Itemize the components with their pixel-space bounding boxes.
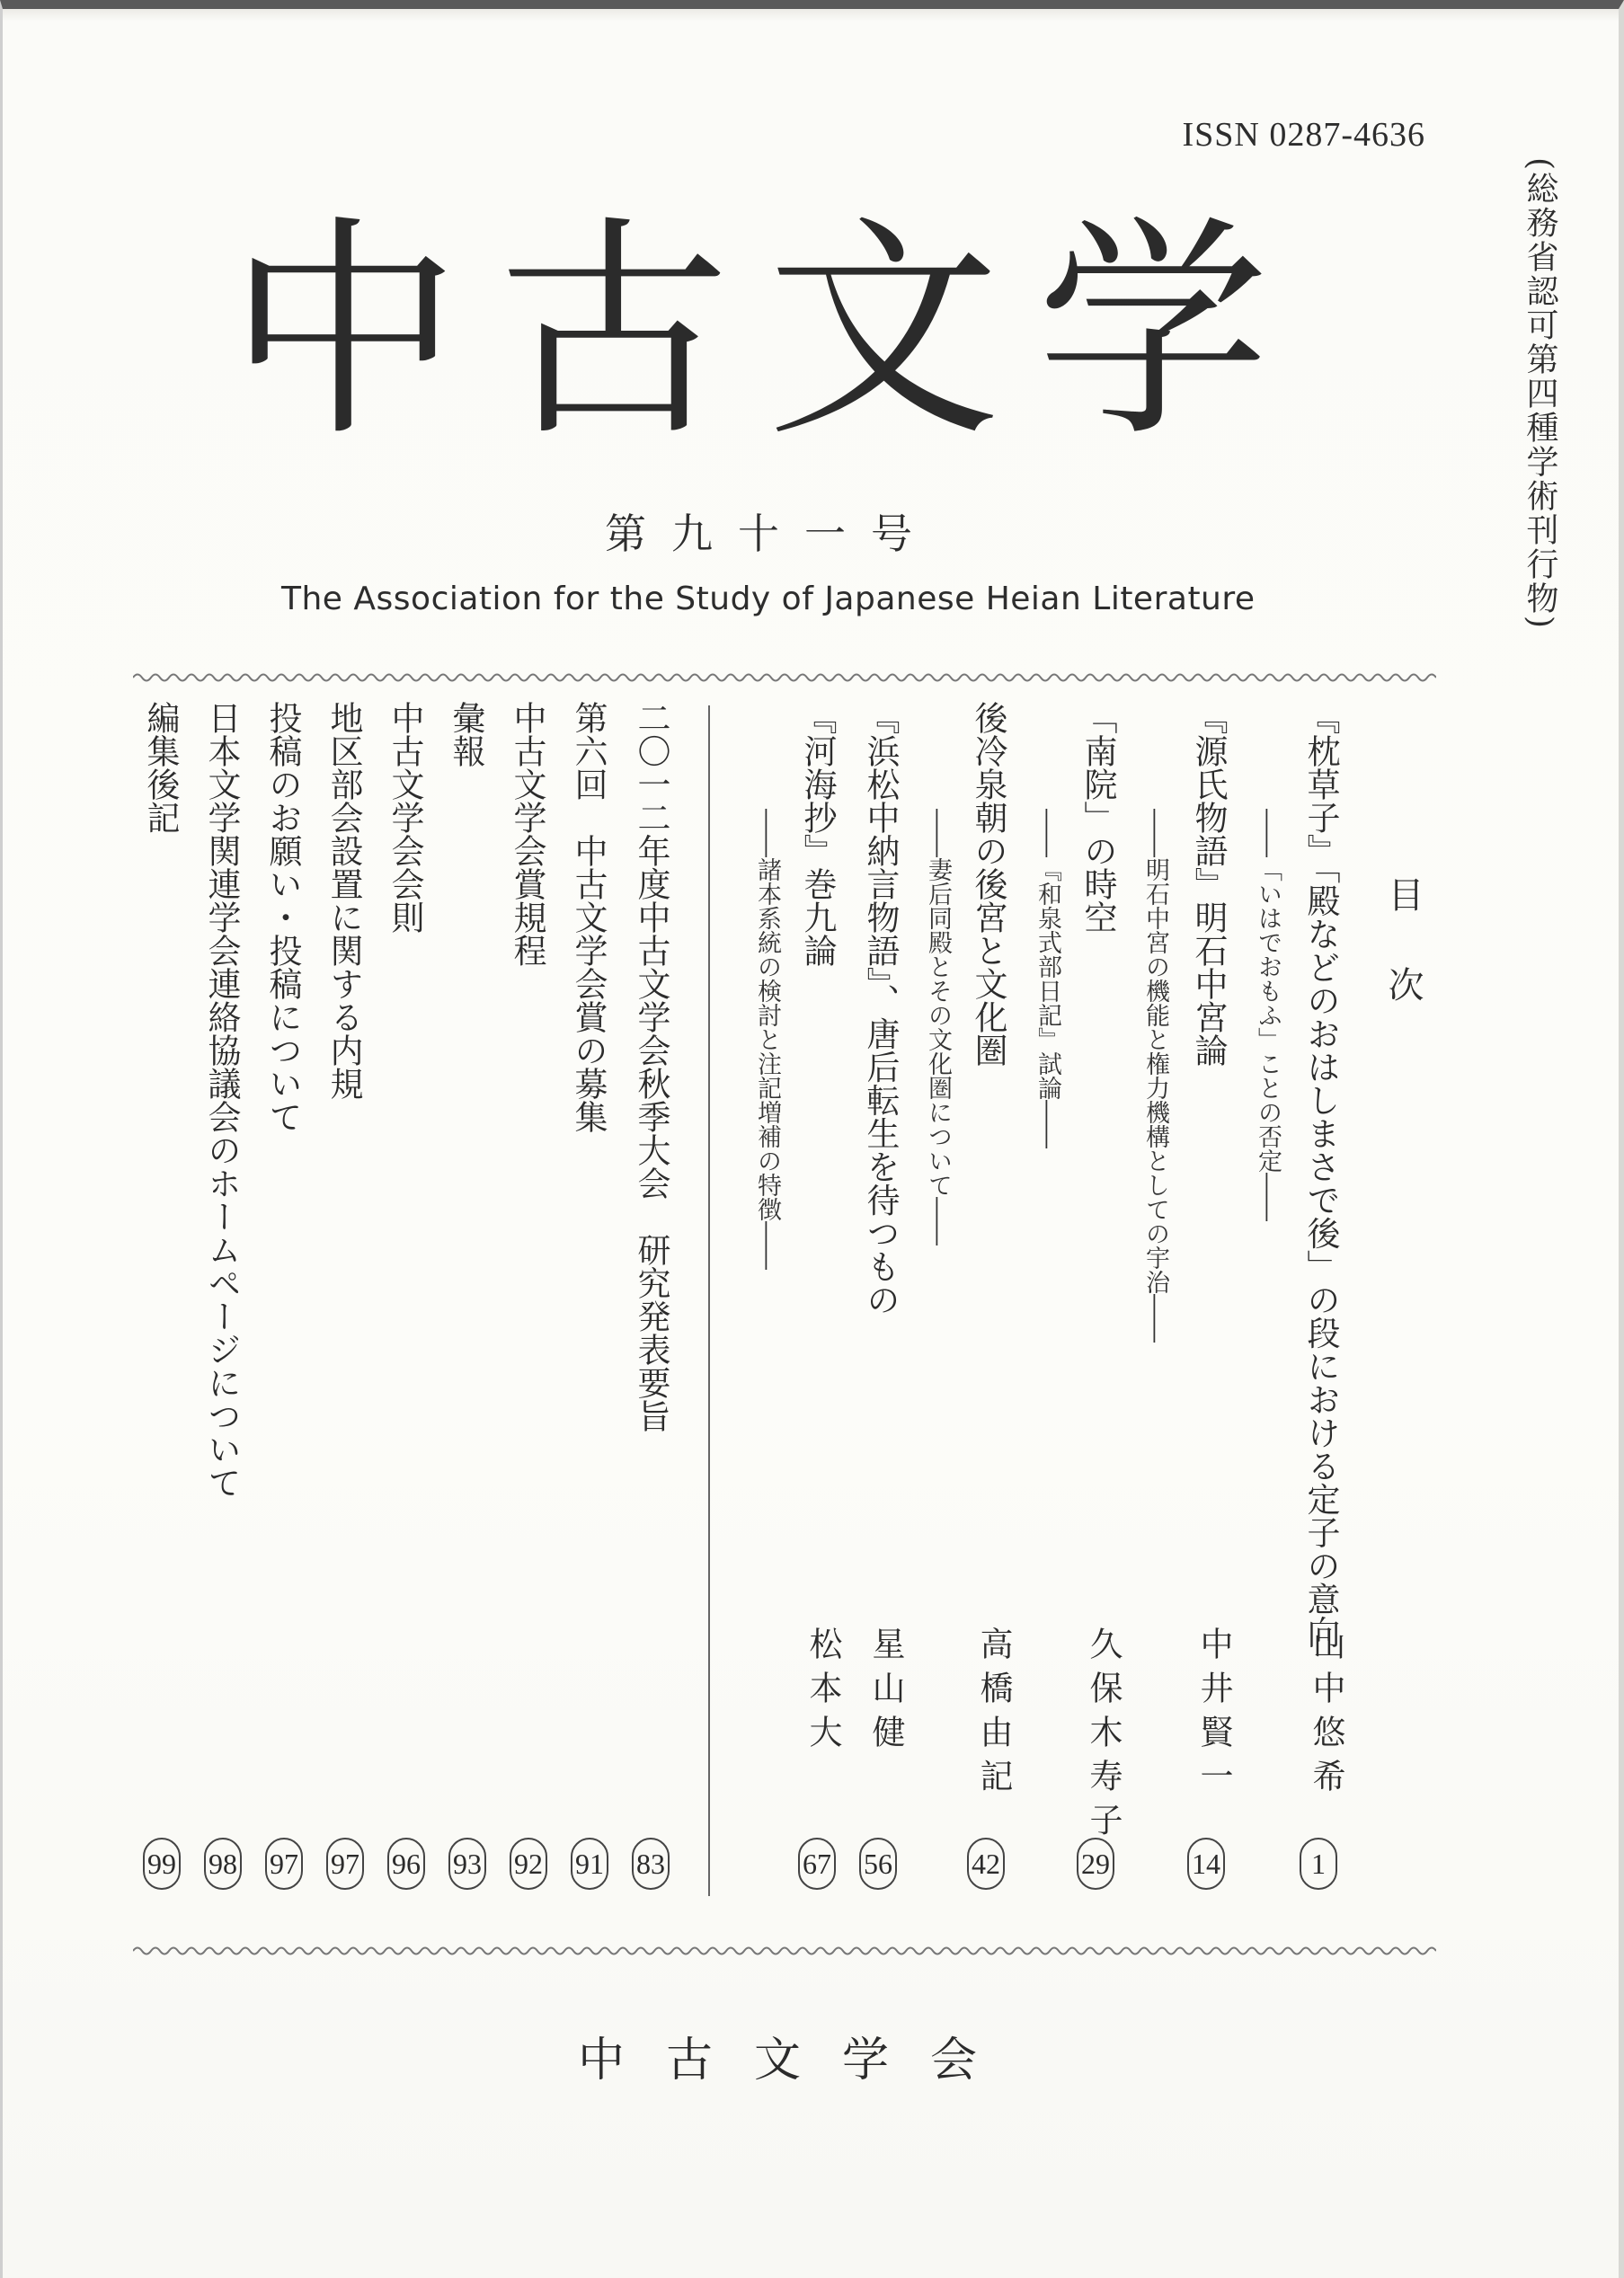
toc-page-number: 98 [204, 1838, 242, 1890]
toc-page-number: 42 [967, 1838, 1005, 1890]
toc-article-subtitle: ――『和泉式部日記』試論―― [1034, 809, 1061, 1148]
toc-page-number: 97 [265, 1838, 303, 1890]
toc-misc-title: 彙報 [447, 701, 485, 767]
toc-page-number: 1 [1300, 1838, 1337, 1890]
toc-article-author: 山中悠希 [1307, 1627, 1345, 1803]
toc-misc-title: 日本文学関連学会連絡協議会のホームページについて [202, 701, 241, 1499]
toc-article-title: 後冷泉朝の後宮と文化圏 [969, 701, 1007, 1067]
toc-article-author: 星山健 [866, 1627, 905, 1759]
toc-misc-title: 編集後記 [141, 701, 180, 834]
toc-misc-title: 地区部会設置に関する内規 [324, 701, 363, 1100]
toc-page-number: 99 [143, 1838, 181, 1890]
toc-misc-title: 中古文学会会則 [386, 701, 424, 934]
english-title: The Association for the Study of Japanese Heian Literature [281, 581, 1256, 617]
toc-article-subtitle: ――妻后同殿とその文化圏について―― [924, 809, 952, 1245]
issue-number: 第九十一号 [605, 510, 937, 558]
toc-article-title: 『源氏物語』明石中宮論 [1189, 701, 1228, 1067]
toc-article-subtitle: ――諸本系統の検討と注記増補の特徴―― [753, 809, 781, 1270]
toc-page-number: 97 [326, 1838, 364, 1890]
toc-misc-title: 中古文学会賞規程 [508, 701, 546, 967]
toc-page-number: 67 [798, 1838, 836, 1890]
toc-article-title: 『枕草子』「殿などのおはしまさで後」の段における定子の意向 [1301, 701, 1340, 1649]
toc-article-title: 「南院」の時空 [1078, 701, 1117, 934]
wavy-divider-top [133, 669, 1436, 686]
toc-article-subtitle: ――「いはでおもふ」ことの否定―― [1254, 809, 1282, 1221]
toc-article-author: 久保木寿子 [1084, 1627, 1123, 1847]
toc-article-author: 松本大 [803, 1627, 842, 1759]
toc-misc-title: 二〇一二年度中古文学会秋季大会 研究発表要旨 [632, 701, 670, 1432]
toc-page-number: 91 [571, 1838, 608, 1890]
issn: ISSN 0287-4636 [1182, 116, 1425, 154]
toc-article-subtitle: ――明石中宮の機能と権力機構としての宇治―― [1141, 809, 1169, 1343]
toc-page-number: 56 [859, 1838, 897, 1890]
toc-page-number: 83 [632, 1838, 670, 1890]
toc-article-author: 中井賢一 [1194, 1627, 1233, 1803]
wavy-divider-bottom [133, 1943, 1436, 1959]
toc-page-number: 14 [1187, 1838, 1225, 1890]
toc-article-title: 『河海抄』巻九論 [798, 701, 837, 967]
toc-page-number: 96 [387, 1838, 425, 1890]
toc-page-number: 93 [448, 1838, 486, 1890]
toc-page-number: 29 [1077, 1838, 1114, 1890]
toc-article-title: 『浜松中納言物語』、唐后転生を待つもの [861, 701, 900, 1316]
toc-heading: 目次 [1382, 876, 1424, 1056]
permit-notice: (総務省認可第四種学術刊行物) [1522, 157, 1558, 631]
toc-page-number: 92 [510, 1838, 547, 1890]
journal-title: 中古文学 [227, 197, 1306, 468]
toc-misc-title: 第六回 中古文学会賞の募集 [569, 701, 608, 1133]
toc-article-author: 高橋由記 [974, 1627, 1013, 1803]
toc-misc-title: 投稿のお願い・投稿について [263, 701, 302, 1133]
toc-column-divider [708, 705, 710, 1896]
publisher-name: 中古文学会 [578, 2034, 1019, 2087]
